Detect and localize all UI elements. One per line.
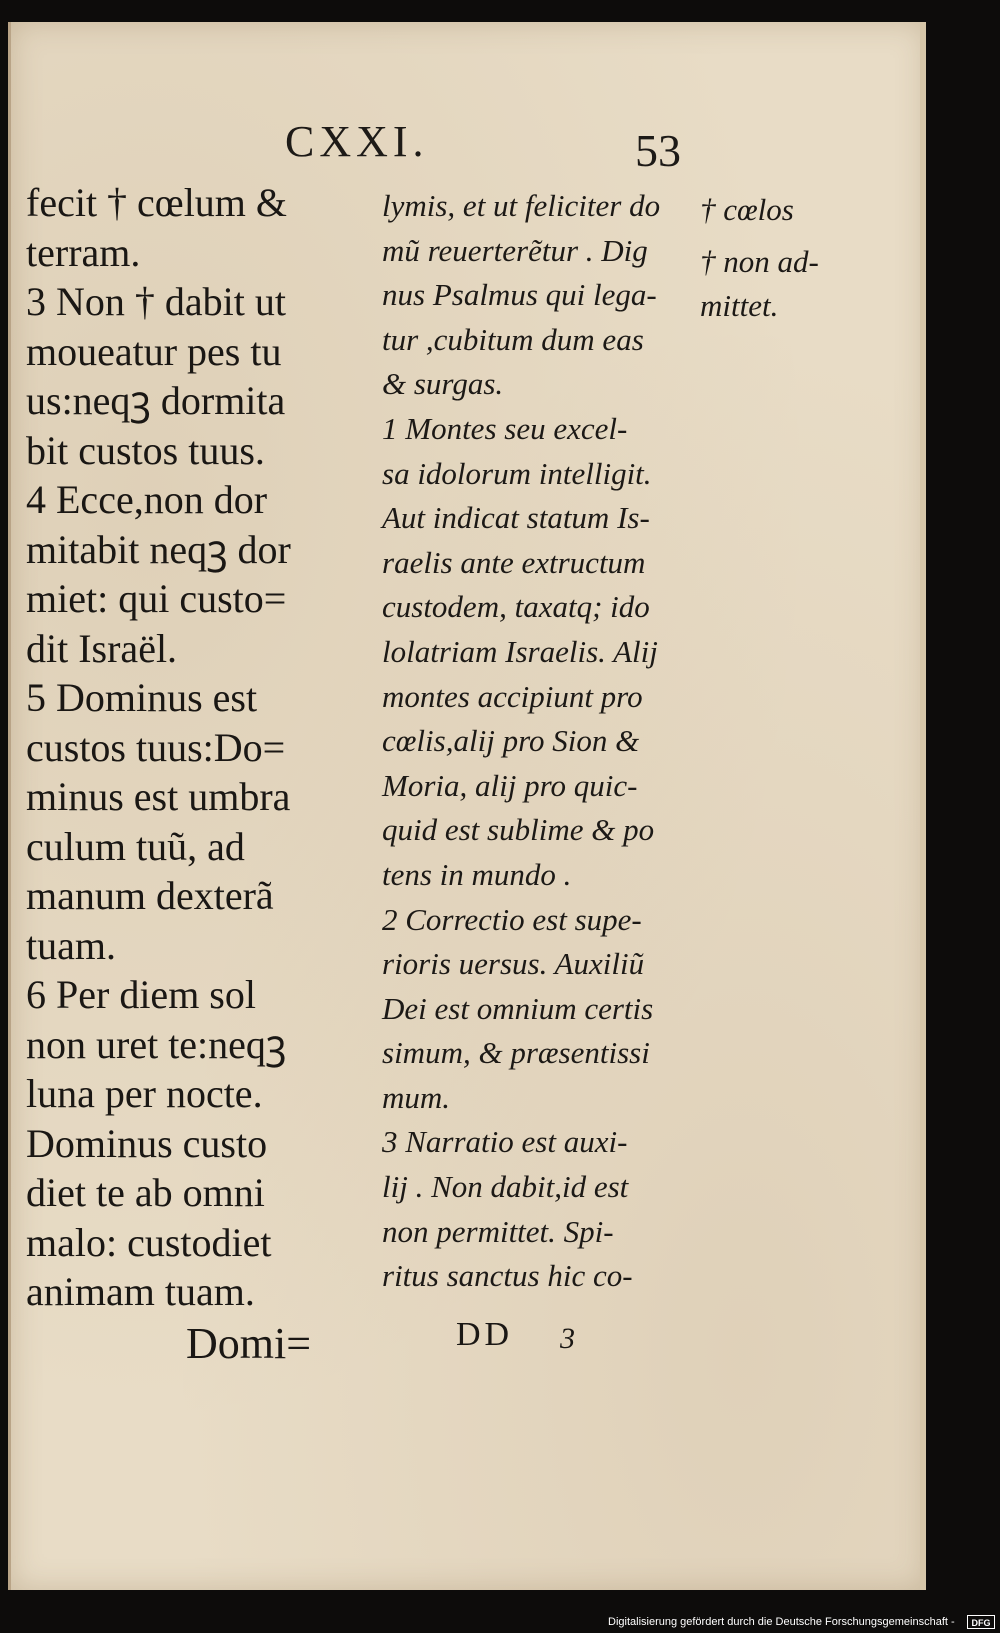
commentary-line: Moria, alij pro quic-	[382, 767, 638, 803]
text-line: malo: custodiet	[26, 1219, 272, 1265]
text-line: fecit † cœlum &	[26, 180, 288, 225]
text-line: us:neqꝫ dormita	[26, 378, 286, 423]
commentary-line: 2 Correctio est supe-	[382, 901, 642, 937]
signature-mark: DD	[456, 1316, 514, 1353]
text-line: minus est umbra	[26, 774, 291, 819]
text-line: luna per nocte.	[26, 1071, 263, 1116]
commentary-line: ritus sanctus hic co-	[382, 1258, 633, 1294]
text-line: mitabit neqꝫ dor	[26, 526, 291, 572]
text-line: miet: qui custo=	[26, 576, 287, 621]
commentary-line: tens in mundo .	[382, 856, 572, 892]
commentary-line: 1 Montes seu excel-	[382, 410, 628, 446]
catchword: Domi=	[186, 1319, 312, 1368]
folio-heading: CXXI.	[285, 117, 429, 166]
text-line: bit custos tuus.	[26, 427, 265, 473]
text-line: dit Israël.	[26, 625, 178, 671]
text-line: 5 Dominus est	[26, 675, 258, 720]
commentary-line: rioris uersus. Auxiliũ	[382, 946, 645, 982]
signature-number: 3	[560, 1322, 575, 1355]
commentary-line: lij . Non dabit,id est	[382, 1169, 629, 1205]
page-number: 53	[635, 125, 681, 176]
commentary-line: mũ reuerterẽtur . Dig	[382, 232, 648, 268]
text-line: custos tuus:Do=	[26, 724, 286, 770]
text-line: 4 Ecce,non dor	[26, 477, 268, 522]
commentary-line: Dei est omnium certis	[382, 990, 654, 1026]
text-line: non uret te:neqꝫ	[26, 1021, 287, 1067]
marginal-note: † non ad-	[700, 244, 819, 279]
text-line: terram.	[26, 229, 141, 275]
commentary-line: non permittet. Spi-	[382, 1213, 614, 1249]
text-line: manum dexterã	[26, 873, 274, 918]
text-line: 6 Per diem sol	[26, 972, 256, 1017]
page-edge	[920, 22, 926, 1590]
text-line: animam tuam.	[26, 1269, 255, 1314]
marginal-note: mittet.	[700, 288, 779, 323]
digitization-credit: Digitalisierung gefördert durch die Deutsche Forschungsgemeinschaft -	[608, 1616, 955, 1628]
commentary-line: tur ,cubitum dum eas	[382, 321, 644, 357]
commentary-line: montes accipiunt pro	[382, 678, 643, 714]
commentary-line: raelis ante extructum	[382, 544, 646, 580]
commentary-line: cœlis,alij pro Sion &	[382, 723, 640, 759]
commentary-line: lymis, et ut feliciter do	[382, 188, 661, 223]
commentary-line: simum, & præsentissi	[382, 1035, 650, 1071]
text-line: 3 Non † dabit ut	[26, 279, 286, 324]
commentary-line: custodem, taxatq; ido	[382, 589, 650, 625]
text-line: moueatur pes tu	[26, 328, 282, 374]
text-line: Dominus custo	[26, 1120, 268, 1166]
text-line: culum tuũ, ad	[26, 823, 245, 869]
marginal-note: † cœlos	[700, 192, 794, 227]
commentary-line: sa idolorum intelligit.	[382, 455, 652, 491]
commentary-line: mum.	[382, 1079, 451, 1115]
text-line: tuam.	[26, 922, 116, 968]
marginal-notes	[700, 188, 850, 328]
psalm-text-column	[26, 178, 346, 1317]
commentary-column	[382, 184, 682, 1299]
dfg-logo: DFG	[967, 1615, 995, 1629]
commentary-line: Aut indicat statum Is-	[382, 500, 650, 536]
commentary-line: quid est sublime & po	[382, 812, 655, 848]
commentary-line: 3 Narratio est auxi-	[382, 1124, 628, 1160]
commentary-line: lolatriam Israelis. Alij	[382, 633, 658, 669]
commentary-line: & surgas.	[382, 366, 504, 402]
commentary-line: nus Psalmus qui lega-	[382, 277, 657, 313]
text-line: diet te ab omni	[26, 1170, 265, 1215]
